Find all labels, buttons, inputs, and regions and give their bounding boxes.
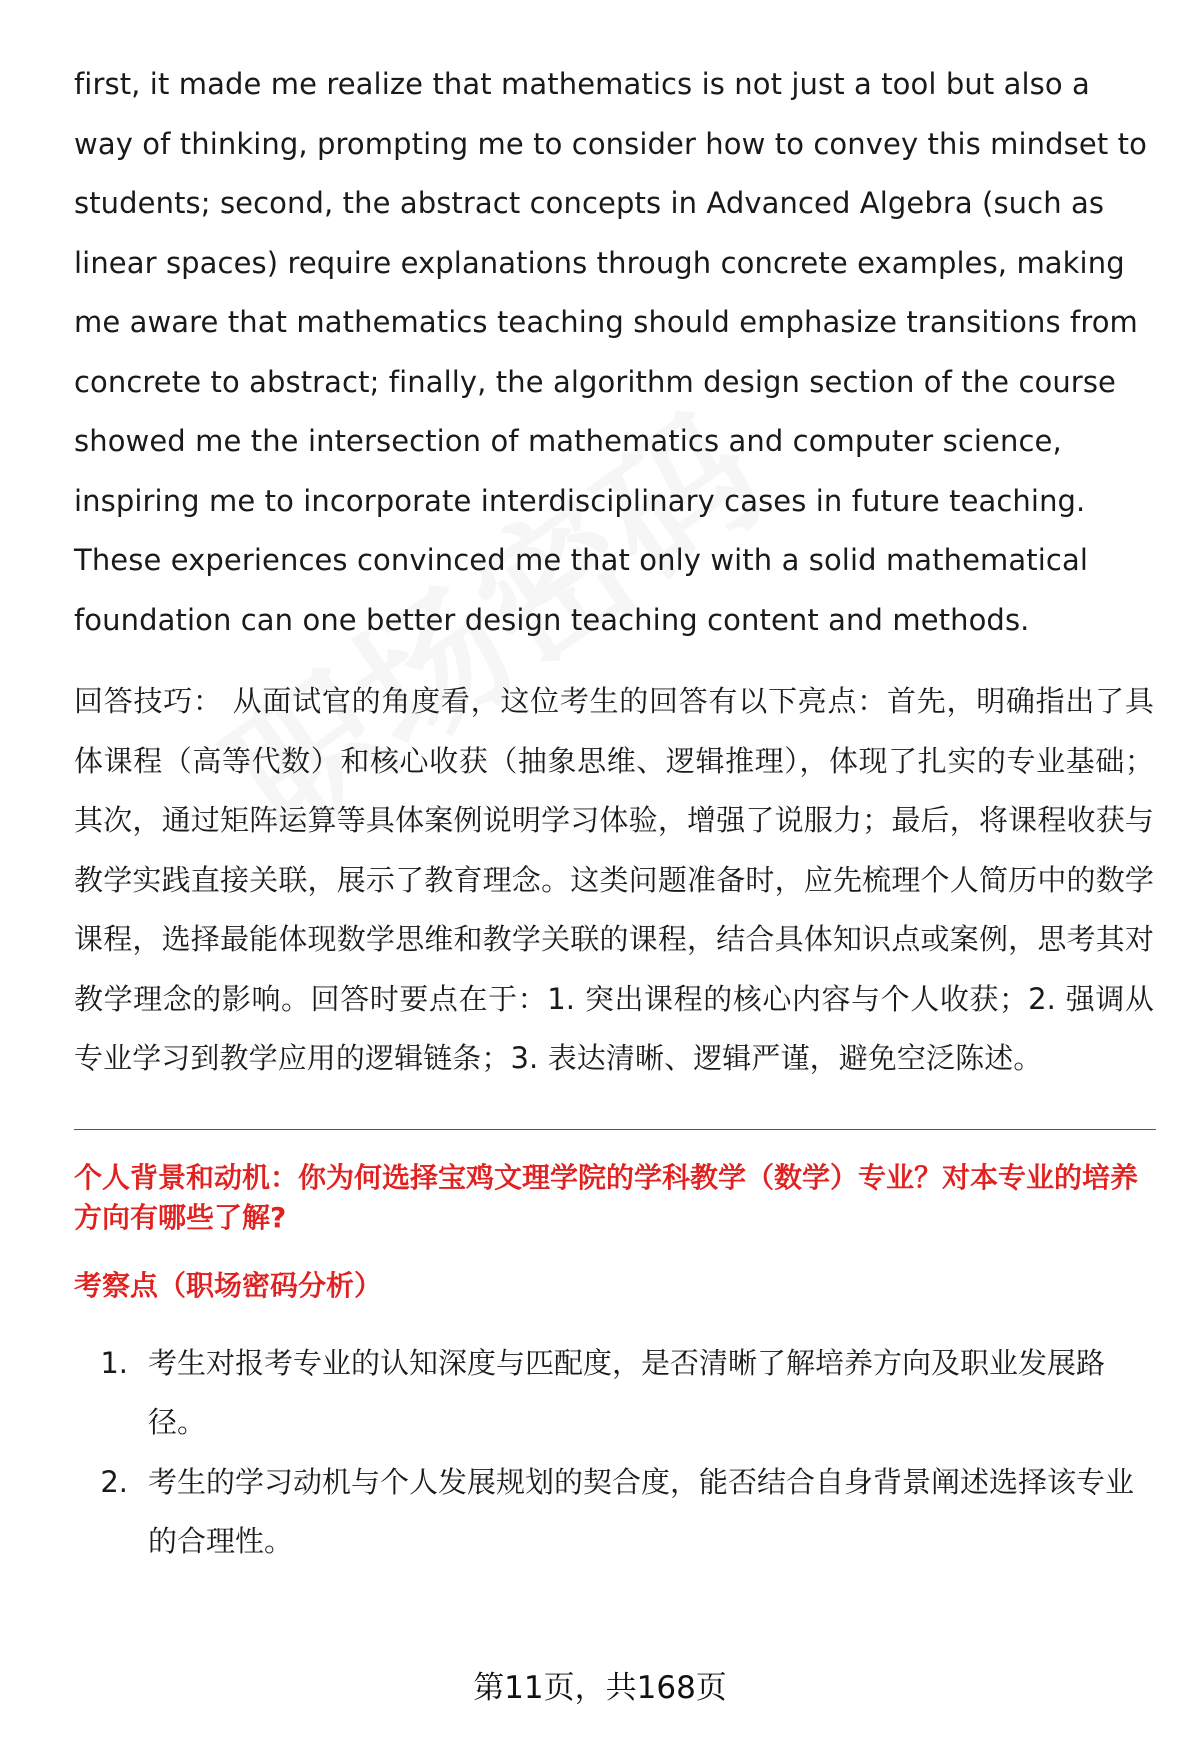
list-item-number: 1. xyxy=(100,1345,128,1380)
section-divider xyxy=(74,1129,1156,1130)
assessment-points-list xyxy=(74,1334,1154,1572)
assessment-points-heading: 考察点（职场密码分析） xyxy=(74,1268,383,1302)
page-content xyxy=(74,55,1154,1572)
list-item-text: 考生对报考专业的认知深度与匹配度，是否清晰了解培养方向及职业发展路径。 xyxy=(148,1345,1106,1439)
list-item-number: 2. xyxy=(100,1464,128,1499)
list-item xyxy=(74,1453,1154,1572)
list-item-text: 考生的学习动机与个人发展规划的契合度，能否结合自身背景阐述选择该专业的合理性。 xyxy=(148,1464,1135,1558)
answer-tips-paragraph: 回答技巧： 从面试官的角度看，这位考生的回答有以下亮点：首先，明确指出了具体课程（高等代数）和核心收获（抽象思维、逻辑推理），体现了扎实的专业基础；其次，通过矩阵运算等具体案例说明学习体验，增强了说服力；最后，将课程收获与教学实践直接关联，展示了教育理念。这类问题准备时，应先梳理个人简历中的数学课程，选择最能体现数学思维和教学关联的课程，结合具体知识点或案例，思考其对教学理念的影响。回答时要点在于：1. 突出课程的核心内容与个人收获；2. 强调从专业学习到教学应用的逻辑链条；3. 表达清晰、逻辑严谨，避免空泛陈述。 xyxy=(74,684,1154,1075)
list-item xyxy=(74,1334,1154,1453)
answer-paragraph: first, it made me realize that mathematics is not just a tool but also a way of thinking, prompting me to consider how to convey this mindset to students; second, the abstract concepts in Advanced Algebra (such as linear spaces) require explanations through concrete examples, making me aware that mathematics teaching should emphasize transitions from concrete to abstract; finally, the algorithm design section of the course showed me the intersection of mathematics and computer science, inspiring me to incorporate interdisciplinary cases in future teaching. These experiences convinced me that only with a solid mathematical foundation can one better design teaching content and methods. xyxy=(74,67,1147,637)
question-title: 个人背景和动机：你为何选择宝鸡文理学院的学科教学（数学）专业？对本专业的培养方向有哪些了解? xyxy=(74,1160,1139,1234)
page-number-footer: 第11页，共168页 xyxy=(473,1670,727,1706)
